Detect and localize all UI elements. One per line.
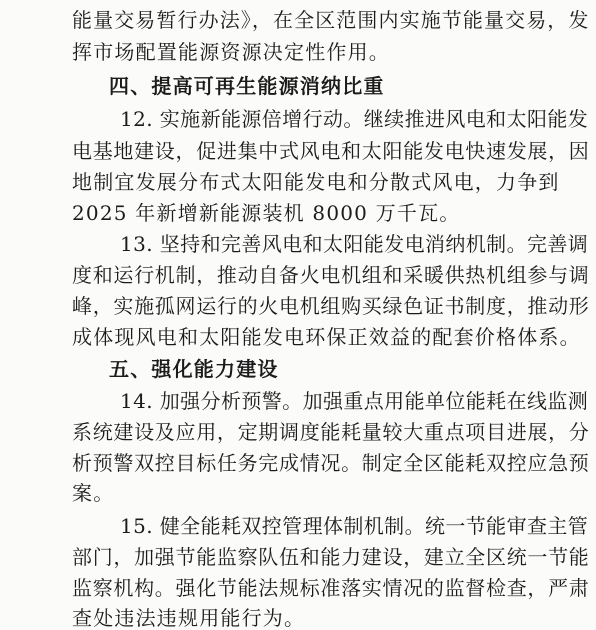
item-12-line-3: 地制宜发展分布式太阳能发电和分散式风电，力争到 — [72, 170, 560, 194]
section-4-heading: 四、提高可再生能源消纳比重 — [109, 74, 385, 98]
intro-line-1: 能量交易暂行办法》，在全区范围内实施节能量交易，发 — [72, 8, 590, 32]
item-15-line-1: 15. 健全能耗双控管理体制机制。统一节能审查主管 — [120, 514, 589, 538]
item-15-line-3: 监察机构。强化节能法规标准落实情况的监督检查，严肃 — [72, 576, 590, 600]
section-5-heading: 五、强化能力建设 — [109, 357, 279, 381]
item-12-line-4: 2025 年新增新能源装机 8000 万千瓦。 — [72, 201, 461, 225]
item-13-line-2: 度和运行机制，推动自备火电机组和采暖供热机组参与调 — [72, 263, 590, 287]
item-14-line-1: 14. 加强分析预警。加强重点用能单位能耗在线监测 — [120, 389, 589, 413]
item-13-line-1: 13. 坚持和完善风电和太阳能发电消纳机制。完善调 — [120, 232, 589, 256]
item-14-line-3: 析预警双控目标任务完成情况。制定全区能耗双控应急预 — [72, 451, 590, 475]
item-12-line-1: 12. 实施新能源倍增行动。继续推进风电和太阳能发 — [120, 107, 589, 131]
item-14-line-2: 系统建设及应用，定期调度能耗量较大重点项目进展，分 — [72, 420, 590, 444]
item-13-line-3: 峰，实施孤网运行的火电机组购买绿色证书制度，推动形 — [72, 294, 590, 318]
item-15-line-2: 部门，加强节能监察队伍和能力建设，建立全区统一节能 — [72, 545, 590, 569]
item-12-line-2: 电基地建设，促进集中式风电和太阳能发电快速发展，因 — [72, 139, 590, 163]
item-13-line-4: 成体现风电和太阳能发电环保正效益的配套价格体系。 — [72, 325, 581, 349]
intro-line-2: 挥市场配置能源资源决定性作用。 — [72, 40, 390, 64]
item-14-line-4: 案。 — [72, 481, 115, 505]
item-15-line-4: 查处违法违规用能行为。 — [72, 606, 306, 630]
